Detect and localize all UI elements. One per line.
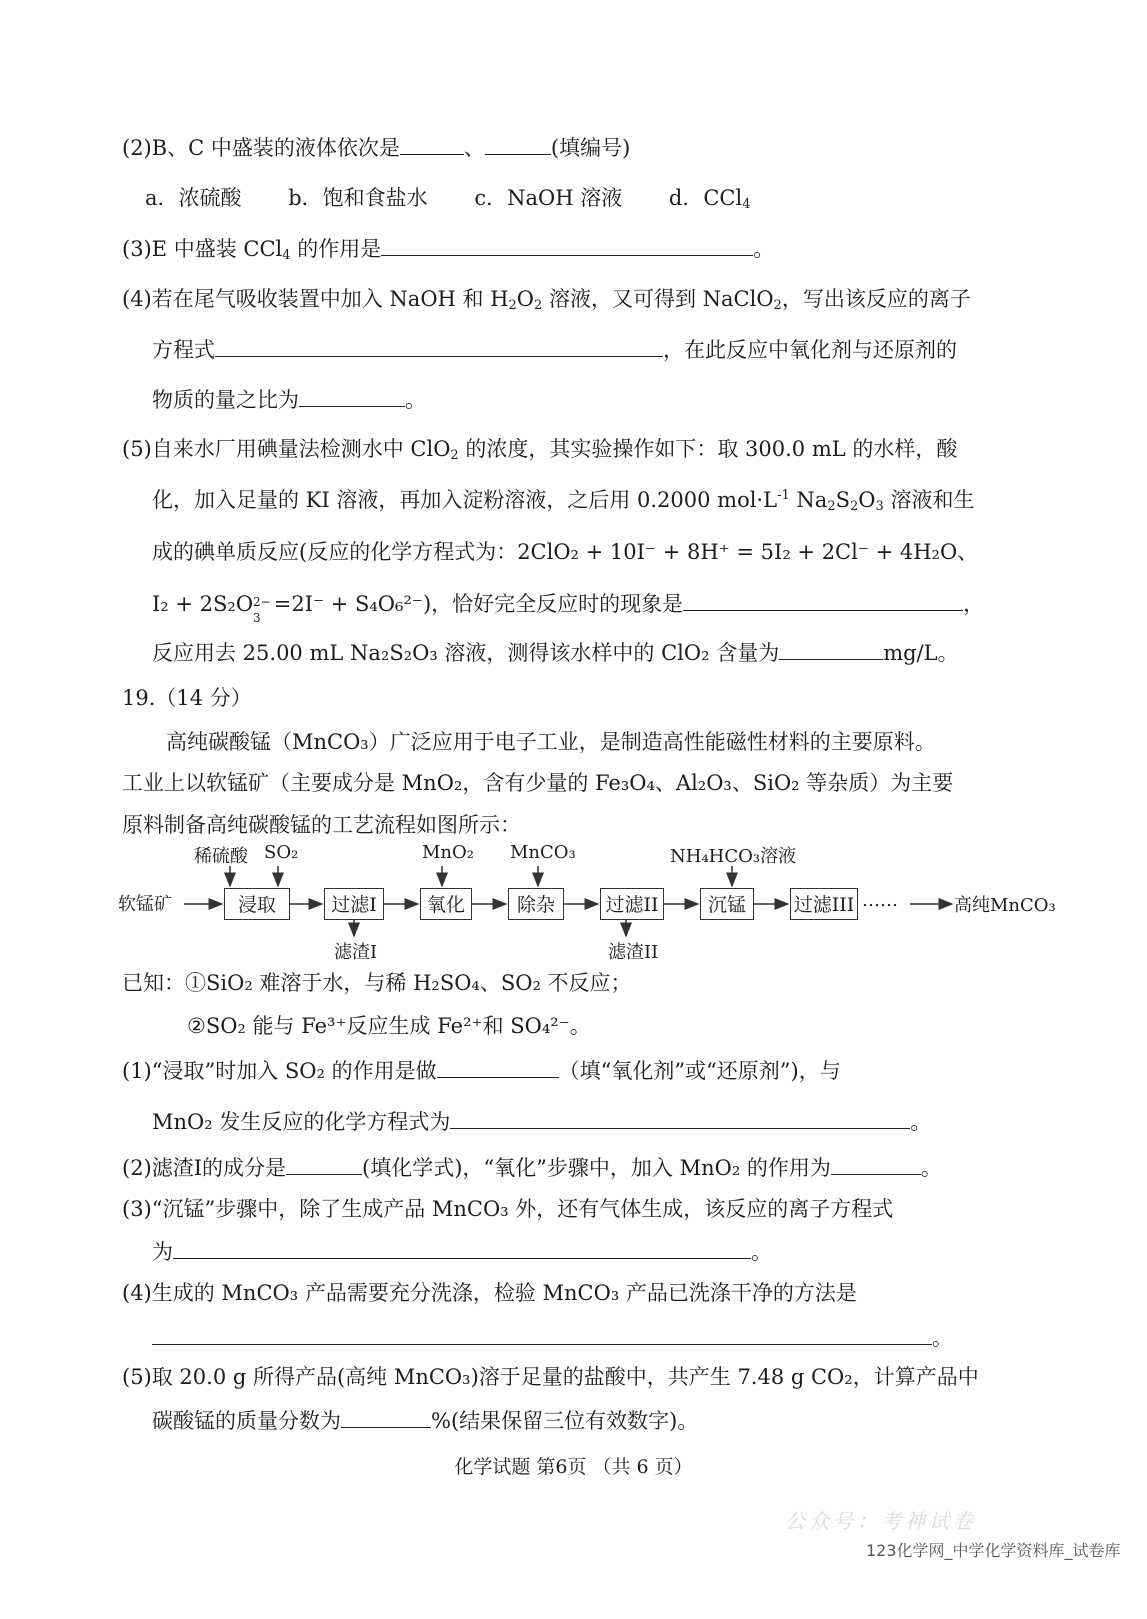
option-b: b．饱和食盐水 (288, 186, 428, 210)
q4-line2: 方程式 ，在此反应中氧化剂与还原剂的 (152, 334, 957, 365)
q19-paragraph-2: 工业上以软锰矿（主要成分是 MnO₂，含有少量的 Fe₃O₄、Al₂O₃、SiO₂ 等杂质）为主要 (122, 771, 954, 795)
q5-content-blank[interactable] (779, 637, 883, 660)
q19-1-line2: MnO₂ 发生反应的化学方程式为 。 (152, 1106, 931, 1137)
flow-input-dilute-acid: 稀硫酸 (194, 846, 248, 867)
flow-input-mno2: MnO₂ (422, 842, 474, 863)
q19-5-line2: 碳酸锰的质量分数为 %(结果保留三位有效数字)。 (152, 1405, 698, 1436)
q5-phenomenon-blank[interactable] (683, 588, 963, 611)
q19-2-role-blank[interactable] (831, 1152, 921, 1175)
q4-equation-blank[interactable] (215, 334, 663, 357)
q2-line: (2)B、C 中盛装的液体依次是 、 (填编号) (122, 132, 630, 163)
watermark-site: 123化学网_中学化学资料库_试卷库 (866, 1541, 1121, 1560)
option-a: a．浓硫酸 (145, 186, 242, 210)
q4-line3: 物质的量之比为 。 (152, 384, 426, 415)
q5-line2: 化，加入足量的 KI 溶液，再加入淀粉溶液，之后用 0.2000 $mol\cdot L^{-1}$ $Na_2S_2O_3$ 溶液和生 (152, 488, 975, 514)
flow-step-oxidize: 氧化 (420, 888, 472, 920)
q5-line5: 反应用去 25.00 mL Na₂S₂O₃ 溶液，测得该水样中的 ClO₂ 含量为 mg/L。 (152, 637, 959, 668)
q19-2-line: (2)滤渣I的成分是 (填化学式)，“氧化”步骤中，加入 MnO₂ 的作用为 。 (122, 1152, 942, 1183)
q19-paragraph-1: 高纯碳酸锰（MnCO₃）广泛应用于电子工业，是制造高性能磁性材料的主要原料。 (166, 730, 936, 754)
q19-5-percent-blank[interactable] (341, 1405, 431, 1428)
flow-input-so2: SO₂ (264, 842, 299, 863)
q19-4-line2: 。 (152, 1322, 953, 1353)
process-flow-diagram (118, 838, 1068, 966)
q19-1-line1: (1)“浸取”时加入 SO₂ 的作用是做 （填“氧化剂”或“还原剂”)，与 (122, 1055, 841, 1086)
option-d: d．CCl$_4$ (668, 186, 751, 212)
q19-3-line2: 为 。 (152, 1236, 772, 1267)
flow-input-mnco3: MnCO₃ (510, 842, 576, 863)
flow-step-precipitate: 沉锰 (700, 888, 754, 920)
watermark-account: 公众号：考神试卷 (785, 1509, 977, 1533)
q19-5-line1: (5)取 20.0 g 所得产品(高纯 MnCO₃)溶于足量的盐酸中，共产生 7.48 g CO₂，计算产品中 (122, 1365, 979, 1389)
flow-step-remove-impurity: 除杂 (508, 888, 564, 920)
q5-line3: 成的碘单质反应(反应的化学方程式为：2ClO₂ + 10I⁻ + 8H⁺ = 5I₂ + 2Cl⁻ + 4H₂O、 (152, 540, 979, 564)
flow-end: 高纯MnCO₃ (954, 895, 1056, 916)
q3-blank[interactable] (381, 233, 753, 256)
q4-line1: (4)若在尾气吸收装置中加入 NaOH 和 $H_2O_2$ 溶液，又可得到 NaClO$_2$，写出该反应的离子 (122, 287, 971, 313)
known-2: ②SO₂ 能与 Fe³⁺反应生成 Fe²⁺和 SO₄²⁻。 (187, 1014, 591, 1038)
q19-2-formula-blank[interactable] (286, 1152, 362, 1175)
flow-dots: …… (862, 890, 898, 911)
q19-paragraph-3: 原料制备高纯碳酸锰的工艺流程如图所示： (122, 813, 521, 837)
q19-4-method-blank[interactable] (152, 1322, 932, 1345)
flow-residue-1: 滤渣I (334, 942, 378, 963)
flow-residue-2: 滤渣II (608, 942, 659, 963)
q2-blank-b[interactable] (400, 132, 464, 155)
flow-step-filter-1: 过滤I (324, 888, 384, 920)
q19-4-line1: (4)生成的 MnCO₃ 产品需要充分洗涤，检验 MnCO₃ 产品已洗涤干净的方法是 (122, 1281, 857, 1305)
q2-blank-c[interactable] (485, 132, 551, 155)
flow-step-filter-3: 过滤III (790, 888, 858, 920)
flow-step-filter-2: 过滤II (600, 888, 664, 920)
q5-line1: (5)自来水厂用碘量法检测水中 ClO$_2$ 的浓度，其实验操作如下：取 300.0 mL 的水样，酸 (122, 437, 958, 463)
q19-3-line1: (3)“沉锰”步骤中，除了生成产品 MnCO₃ 外，还有气体生成，该反应的离子方程式 (122, 1197, 894, 1221)
q19-1-equation-blank[interactable] (450, 1106, 910, 1129)
q19-heading: 19.（14 分） (122, 686, 252, 710)
flow-step-leach: 浸取 (224, 888, 290, 920)
q2-options (145, 183, 751, 213)
page-footer: 化学试题 第6页 （共 6 页） (454, 1456, 693, 1478)
q19-1-role-blank[interactable] (437, 1055, 559, 1078)
q5-line4: I₂ + 2S₂O 2− 3 =2I⁻ + S₄O₆²⁻)，恰好完全反应时的现象是 ， (152, 588, 984, 619)
flow-start: 软锰矿 (118, 894, 172, 915)
flow-input-nh4hco3: NH₄HCO₃溶液 (670, 846, 797, 867)
q4-ratio-blank[interactable] (299, 384, 405, 407)
q19-3-equation-blank[interactable] (173, 1236, 751, 1259)
q3-line: (3)E 中盛装 CCl$_4$ 的作用是 。 (122, 233, 774, 264)
option-c: c．NaOH 溶液 (474, 186, 623, 210)
known-1: 已知：①SiO₂ 难溶于水，与稀 H₂SO₄、SO₂ 不反应； (122, 971, 632, 995)
